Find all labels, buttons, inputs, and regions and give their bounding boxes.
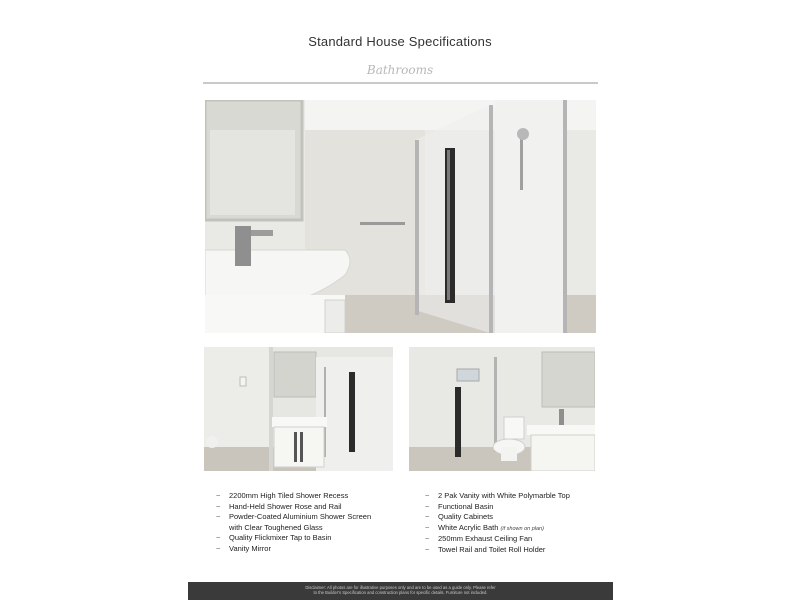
spec-item-continuation: with Clear Toughened Glass bbox=[229, 522, 323, 532]
spec-item: ~ 2200mm High Tiled Shower Recess bbox=[216, 491, 349, 500]
tilde-bullet: ~ bbox=[216, 512, 221, 521]
section-divider bbox=[203, 82, 598, 84]
spec-item: ~ Quality Cabinets bbox=[425, 512, 494, 521]
disclaimer-line-1: Disclaimer: All photos are for illustrative purposes only and are to be used as a guide only. Please refer bbox=[305, 585, 496, 590]
bathroom-shower-vanity-photo bbox=[204, 347, 393, 471]
bathroom-toilet-vanity-photo bbox=[409, 347, 595, 471]
section-heading: Bathrooms bbox=[366, 63, 434, 77]
spec-item: ~ 250mm Exhaust Ceiling Fan bbox=[425, 534, 533, 543]
tilde-bullet: ~ bbox=[425, 534, 430, 543]
spec-list-left bbox=[216, 491, 406, 554]
spec-list-right bbox=[425, 491, 605, 555]
disclaimer-line-2: to the Builder's Specification and construction plans for specific details. Furniture not included. bbox=[313, 590, 488, 595]
spec-item: ~ Powder-Coated Aluminium Shower Screen bbox=[216, 512, 372, 521]
spec-item: ~ Vanity Mirror bbox=[216, 543, 271, 553]
bath-note: (if shown on plan) bbox=[500, 525, 544, 532]
spec-item: ~ White Acrylic Bath (if shown on plan) bbox=[425, 522, 544, 532]
page-title: Standard House Specifications bbox=[308, 34, 492, 49]
spec-item: ~ 2 Pak Vanity with White Polymarble Top bbox=[425, 491, 570, 500]
spec-item: ~ Quality Flickmixer Tap to Basin bbox=[216, 533, 332, 542]
tilde-bullet: ~ bbox=[425, 522, 430, 532]
tilde-bullet: ~ bbox=[216, 533, 221, 542]
bathroom-vanity-shower-photo bbox=[205, 100, 596, 333]
spec-item: ~ Towel Rail and Toilet Roll Holder bbox=[425, 544, 546, 554]
spec-item: ~ Functional Basin bbox=[425, 501, 494, 511]
tilde-bullet: ~ bbox=[216, 491, 221, 500]
tilde-bullet: ~ bbox=[425, 491, 430, 500]
spec-item: ~ Hand-Held Shower Rose and Rail bbox=[216, 501, 342, 511]
tilde-bullet: ~ bbox=[216, 543, 221, 553]
tilde-bullet: ~ bbox=[425, 501, 430, 511]
tilde-bullet: ~ bbox=[425, 512, 430, 521]
disclaimer-footer bbox=[188, 582, 613, 600]
tilde-bullet: ~ bbox=[216, 501, 221, 511]
tilde-bullet: ~ bbox=[425, 544, 430, 554]
